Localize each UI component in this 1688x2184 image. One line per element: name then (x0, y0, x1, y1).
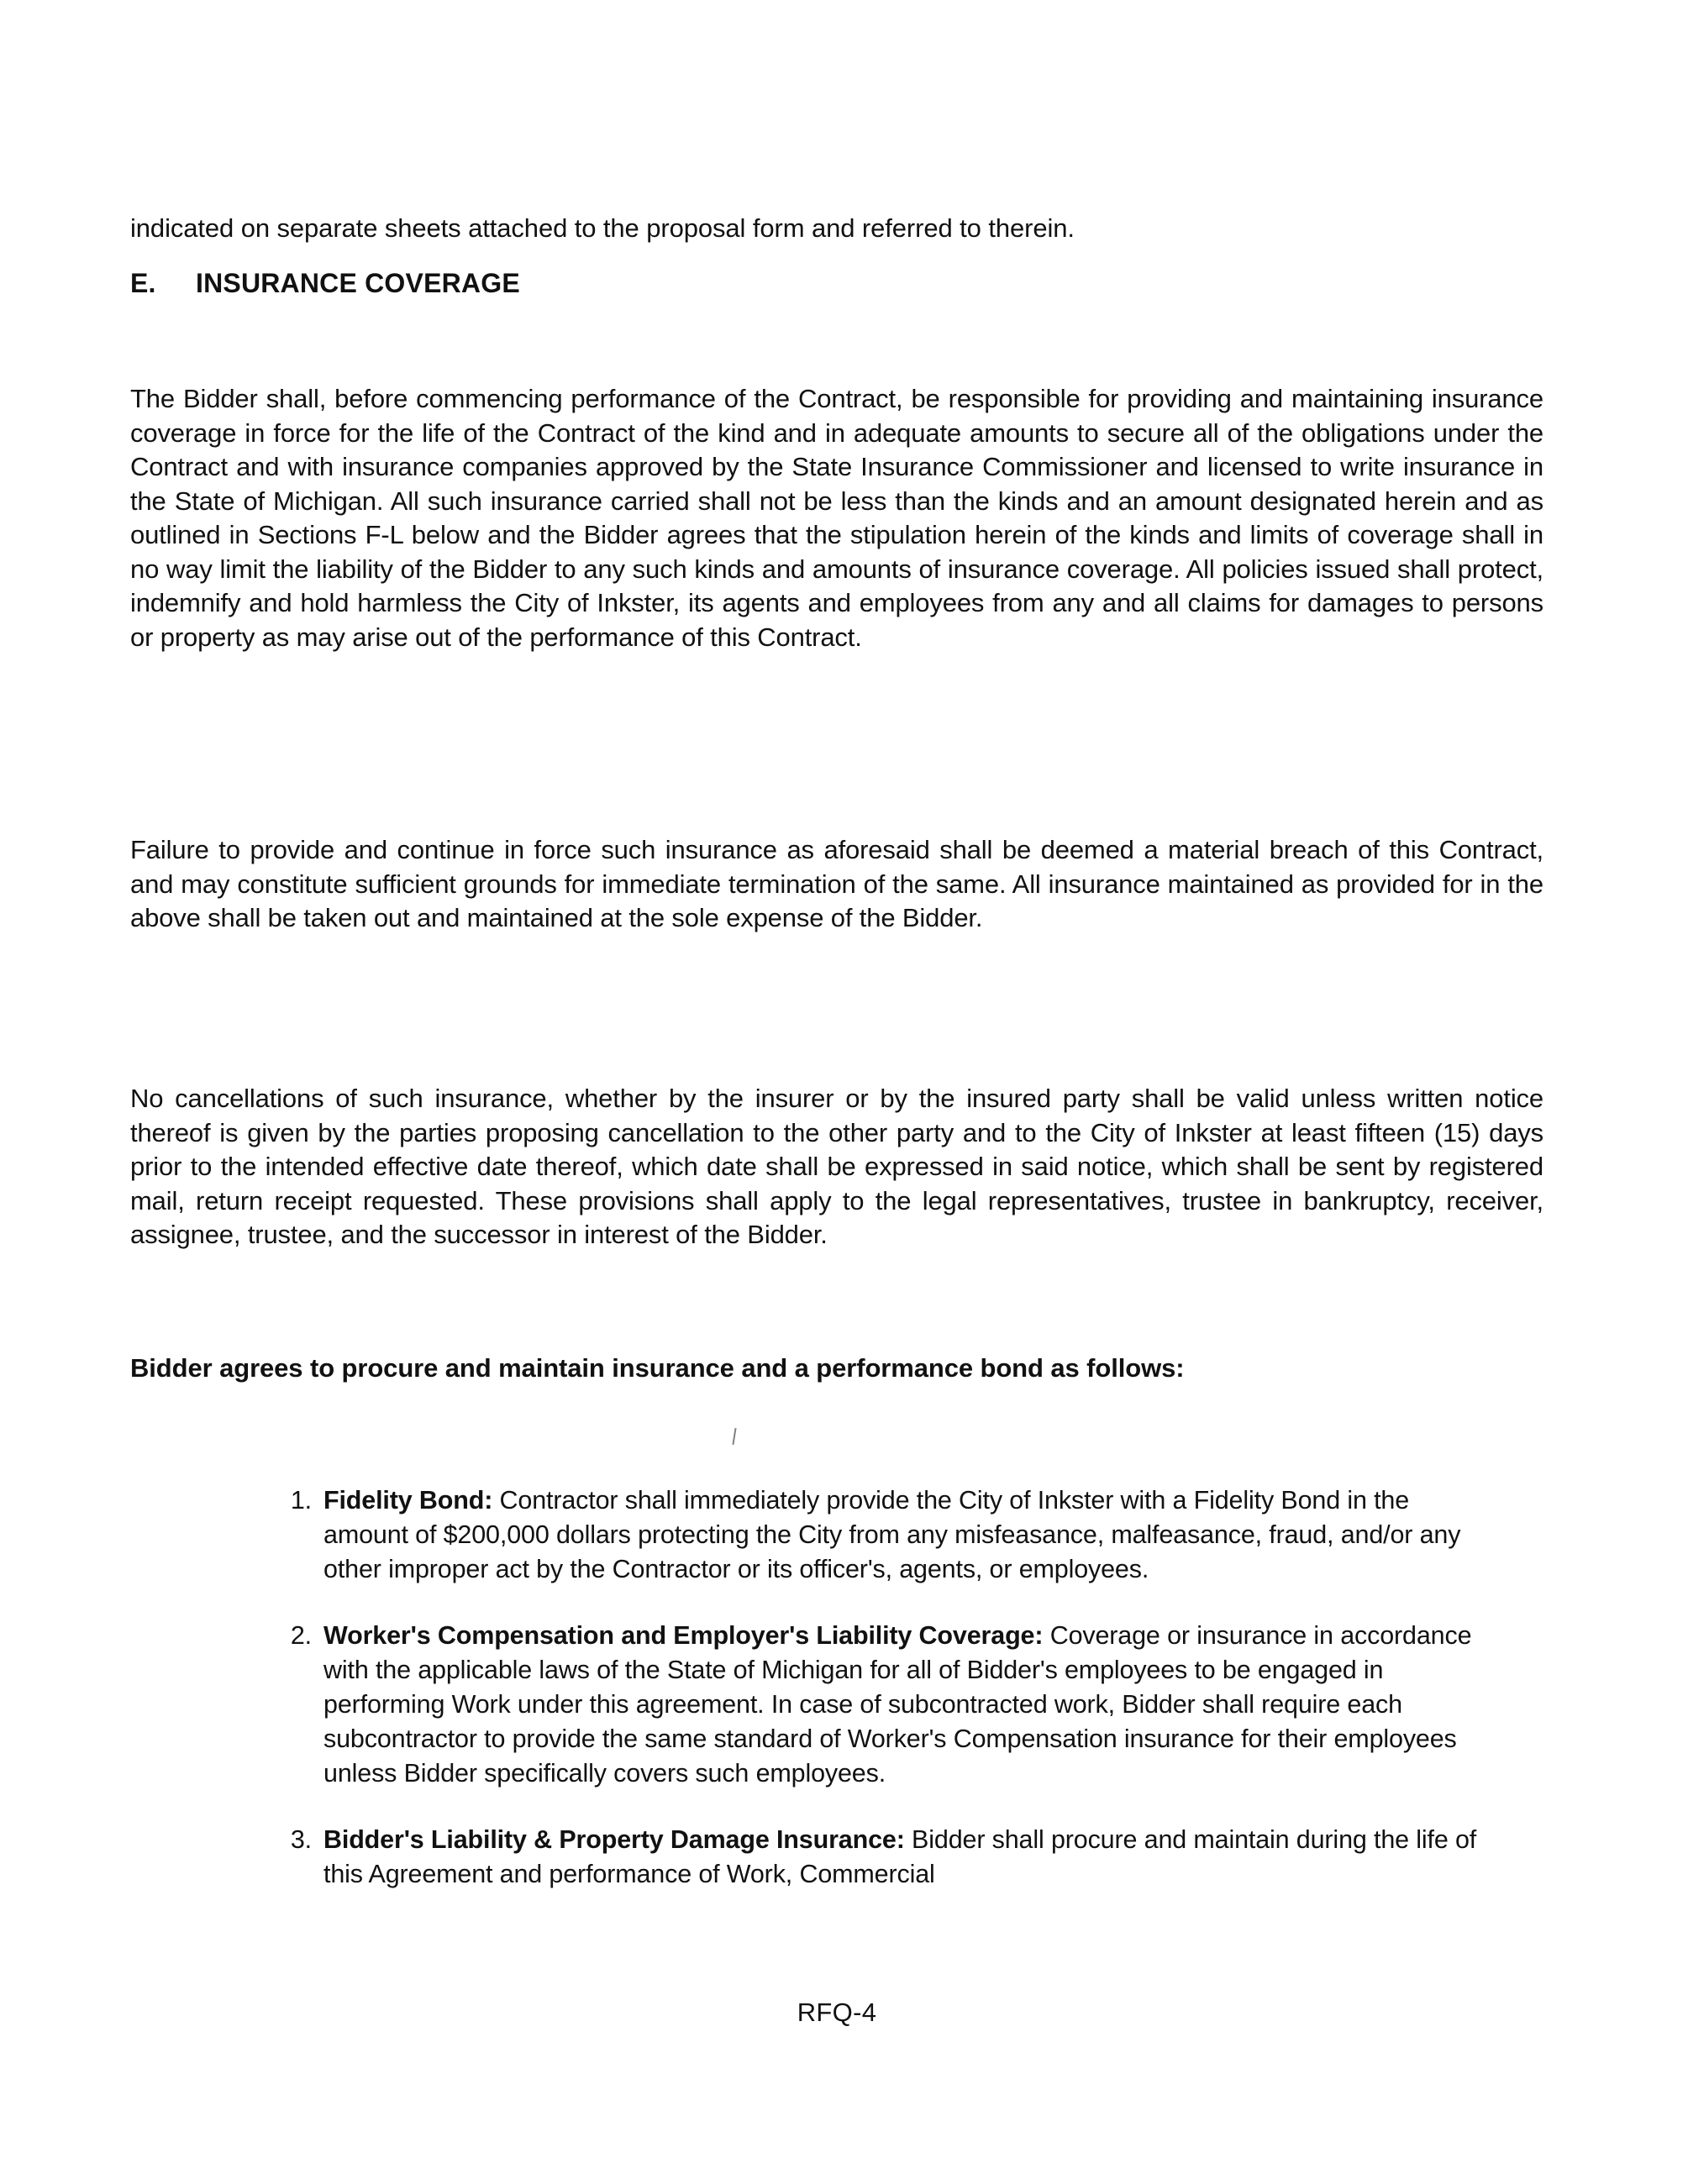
list-item-term: Fidelity Bond: (323, 1486, 493, 1515)
list-item (273, 1483, 1500, 1587)
paragraph-no-cancellations: No cancellations of such insurance, whether by the insurer or by the insured party shall be valid unless written notice thereof is given by the parties proposing cancellation to the other party and to the City of Inkster at least fifteen (15) days prior to the intended effective date thereof, which date shall be expressed in said notice, which shall be sent by registered mail, return receipt requested. These provisions shall apply to the legal representatives, trustee in bankruptcy, receiver, assignee, trustee, and the successor in interest of the Bidder. (130, 1084, 1543, 1249)
section-title: INSURANCE COVERAGE (196, 268, 520, 298)
list-item-term: Bidder's Liability & Property Damage Insurance: (323, 1825, 905, 1854)
bold-lead-in: Bidder agrees to procure and maintain insurance and a performance bond as follows: (130, 1353, 1185, 1383)
paragraph-insurance-obligation: The Bidder shall, before commencing performance of the Contract, be responsible for providing and maintaining insurance coverage in force for the life of the Contract of the kind and in adequate amounts to secure all of the obligations under the Contract and with insurance companies approved by the State Insurance Commissioner and licensed to write insurance in the State of Michigan. All such insurance carried shall not be less than the kinds and an amount designated herein and as outlined in Sections F-L below and the Bidder agrees that the stipulation herein of the kinds and limits of coverage shall in no way limit the liability of the Bidder to any such kinds and amounts of insurance coverage. All policies issued shall protect, indemnify and hold harmless the City of Inkster, its agents and employees from any and all claims for damages to persons or property as may arise out of the performance of this Contract. (130, 384, 1543, 652)
list-item-text: Coverage or insurance in accordance with the applicable laws of the State of Michigan for all of Bidder's employees to be engaged in performing Work under this agreement. In case of subcontracted work, Bidder shall require each subcontractor to provide the same standard of Worker's Compensation insurance for their employees unless Bidder specifically covers such employees. (323, 1621, 1472, 1788)
continuation-line: indicated on separate sheets attached to the proposal form and referred to therein. (130, 213, 1075, 243)
scan-artifact-mark (732, 1428, 736, 1445)
section-letter: E. (130, 268, 156, 298)
list-item-marker: 3. (290, 1825, 312, 1854)
list-item (273, 1619, 1500, 1791)
list-item-text: Bidder shall procure and maintain during the life of this Agreement and performance of Work, Commercial (323, 1825, 1477, 1888)
page-footer: RFQ-4 (797, 1998, 877, 2027)
section-heading (130, 265, 1543, 302)
list-item-marker: 2. (290, 1621, 312, 1650)
paragraph-failure-to-provide: Failure to provide and continue in force such insurance as aforesaid shall be deemed a material breach of this Contract, and may constitute sufficient grounds for immediate termination of the same. All insurance maintained as provided for in the above shall be taken out and maintained at the sole expense of the Bidder. (130, 835, 1543, 932)
list-item-marker: 1. (290, 1486, 312, 1515)
list-item-text: Contractor shall immediately provide the City of Inkster with a Fidelity Bond in the amount of $200,000 dollars protecting the City from any misfeasance, malfeasance, fraud, and/or any other improper act by the Contractor or its officer's, agents, or employees. (323, 1486, 1461, 1583)
list-item-term: Worker's Compensation and Employer's Liability Coverage: (323, 1621, 1044, 1650)
insurance-requirements-list (273, 1483, 1500, 1892)
list-item (273, 1823, 1500, 1892)
